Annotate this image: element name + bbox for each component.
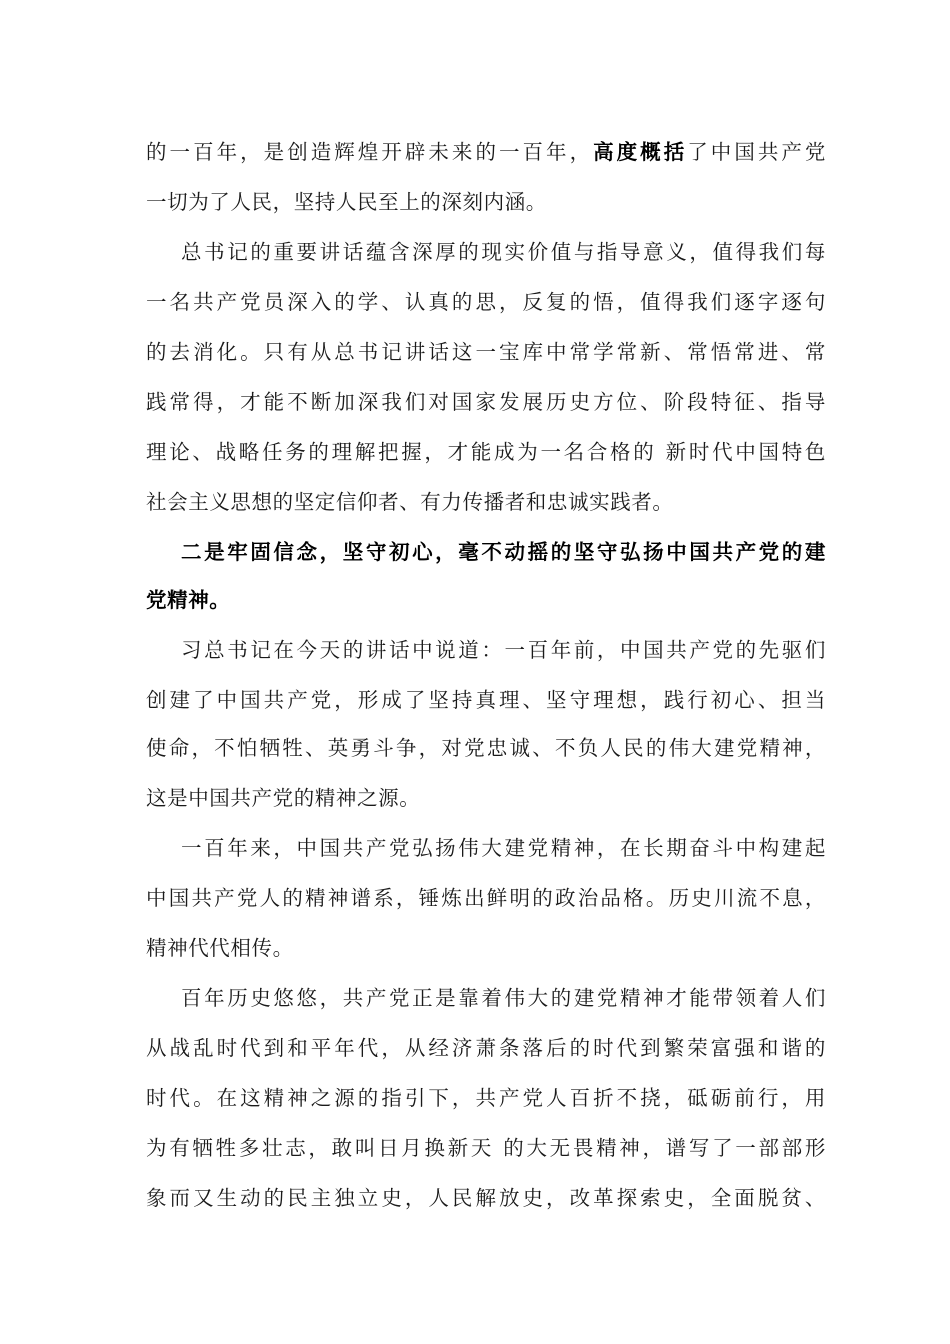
text-segment: 象而又生动的民主独立史，人民解放史，改革探索史，全面脱贫、 [146, 1186, 826, 1210]
text-segment: 一名共产党员深入的学、认真的思，反复的悟，值得我们逐字逐句 [146, 290, 826, 314]
text-line [146, 1178, 826, 1218]
bold-text-segment: 党精神。 [146, 588, 231, 612]
text-segment: 中国共产党人的精神谱系，锤炼出鲜明的政治品格。历史川流不息， [146, 886, 826, 910]
text-line [146, 728, 826, 768]
text-segment: 为有牺牲多壮志，敢叫日月换新天 的大无畏精神，谱写了一部部形 [146, 1136, 826, 1160]
text-segment: 一切为了人民，坚持人民至上的深刻内涵。 [146, 190, 547, 214]
text-line [146, 580, 826, 620]
text-line [146, 282, 826, 322]
text-line [146, 1028, 826, 1068]
text-segment: 理论、战略任务的理解把握，才能成为一名合格的 新时代中国特色 [146, 440, 826, 464]
text-line [146, 432, 826, 472]
text-line [181, 232, 826, 272]
text-line [146, 680, 826, 720]
text-line [146, 778, 826, 818]
text-line [181, 532, 826, 572]
text-line [181, 978, 826, 1018]
text-line [146, 482, 826, 522]
text-segment: 社会主义思想的坚定信仰者、有力传播者和忠诚实践者。 [146, 490, 674, 514]
text-segment: 百年历史悠悠，共产党正是靠着伟大的建党精神才能带领着人们 [181, 986, 826, 1010]
text-line [146, 878, 826, 918]
text-segment: 总书记的重要讲话蕴含深厚的现实价值与指导意义，值得我们每 [181, 240, 826, 264]
text-line [146, 132, 826, 172]
bold-text-segment: 二是牢固信念，坚守初心，毫不动摇的坚守弘扬中国共产党的建 [181, 540, 826, 564]
text-line [146, 182, 826, 222]
text-segment: 使命，不怕牺牲、英勇斗争，对党忠诚、不负人民的伟大建党精神， [146, 736, 826, 760]
text-line [146, 382, 826, 422]
text-line [181, 630, 826, 670]
text-segment: 践常得，才能不断加深我们对国家发展历史方位、阶段特征、指导 [146, 390, 826, 414]
text-line [146, 928, 826, 968]
text-segment: 一百年来，中国共产党弘扬伟大建党精神，在长期奋斗中构建起 [181, 836, 826, 860]
text-line [181, 828, 826, 868]
text-segment: 的去消化。只有从总书记讲话这一宝库中常学常新、常悟常进、常 [146, 340, 826, 364]
text-segment: 从战乱时代到和平年代，从经济萧条落后的时代到繁荣富强和谐的 [146, 1036, 826, 1060]
text-line [146, 1078, 826, 1118]
text-segment: 精神代代相传。 [146, 936, 294, 960]
text-segment: 的一百年，是创造辉煌开辟未来的一百年， [146, 140, 594, 164]
text-segment: 这是中国共产党的精神之源。 [146, 786, 421, 810]
text-line [146, 1128, 826, 1168]
bold-text-segment: 高度概括 [593, 140, 688, 164]
text-segment: 创建了中国共产党，形成了坚持真理、坚守理想，践行初心、担当 [146, 688, 826, 712]
text-segment: 了中国共产党 [687, 140, 826, 164]
text-line [146, 332, 826, 372]
text-segment: 时代。在这精神之源的指引下，共产党人百折不挠，砥砺前行，用 [146, 1086, 826, 1110]
text-segment: 习总书记在今天的讲话中说道：一百年前，中国共产党的先驱们 [181, 638, 826, 662]
